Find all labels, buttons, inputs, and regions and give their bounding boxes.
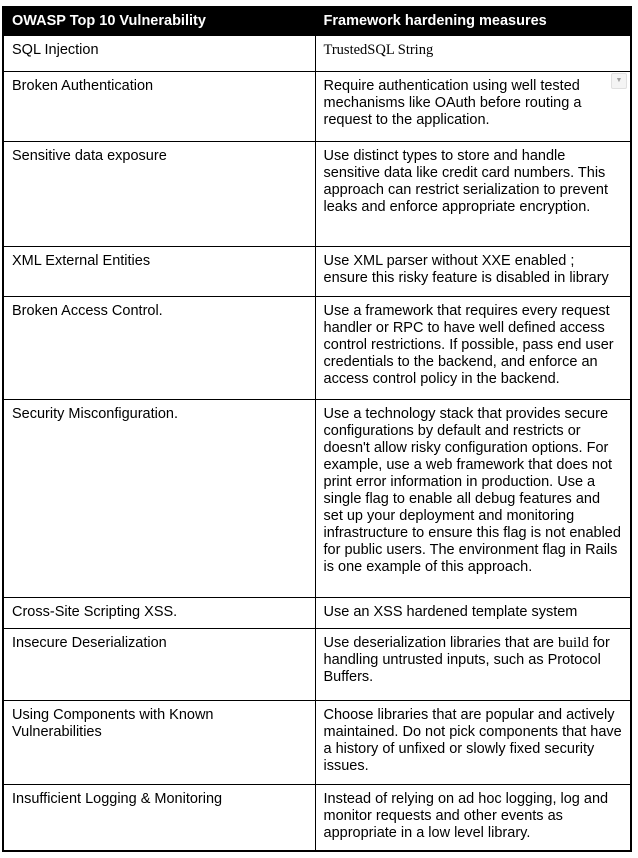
measure-cell: Use a technology stack that provides secure configurations by default and restricts or doesn't allow risky configuration options. For example, use a web framework that does not print error information in production. Use a single flag to enable all debug features and set up your deployment and monitoring infrastructure to ensure this flag is not enabled for public users. The environment flag in Rails is one example of this approach. [315,399,631,597]
measure-cell: Use an XSS hardened template system [315,597,631,628]
table-row [3,141,631,246]
table-row [3,296,631,399]
measure-cell: Instead of relying on ad hoc logging, log and monitor requests and other events as appropriate in a low level library. [315,784,631,851]
measure-text: Require authentication using well tested mechanisms like OAuth before routing a request to the application. [323,77,582,128]
chevron-down-icon: ▼ [615,77,623,84]
measure-cell: Use distinct types to store and handle sensitive data like credit card numbers. This approach can restrict serialization to prevent leaks and enforce appropriate encryption. [315,141,631,246]
measure-cell [315,628,631,700]
vulnerability-cell: Cross-Site Scripting XSS. [3,597,315,628]
measure-text: Use deserialization libraries that are [323,634,559,651]
comment-dropdown-icon[interactable] [611,73,627,89]
vulnerability-cell: Sensitive data exposure [3,141,315,246]
vulnerability-cell: Broken Access Control. [3,296,315,399]
vulnerability-cell: Broken Authentication [3,71,315,141]
measure-text: for handling untrusted inputs, such as Protocol Buffers. [323,634,610,685]
table-row [3,628,631,700]
table-row [3,784,631,851]
table-row [3,35,631,71]
vulnerability-cell: Insecure Deserialization [3,628,315,700]
owasp-hardening-table [2,6,632,852]
vulnerability-cell: Insufficient Logging & Monitoring [3,784,315,851]
measure-cell: Choose libraries that are popular and actively maintained. Do not pick components that have a history of unfixed or slowly fixed security issues. [315,700,631,784]
vulnerability-cell: XML External Entities [3,246,315,296]
vulnerability-cell: Security Misconfiguration. [3,399,315,597]
table-header-row [3,7,631,35]
table-row [3,246,631,296]
vulnerability-cell: SQL Injection [3,35,315,71]
measure-cell [315,71,631,141]
measure-cell: Use XML parser without XXE enabled ; ensure this risky feature is disabled in library [315,246,631,296]
table-row [3,399,631,597]
table-row [3,597,631,628]
table-row [3,700,631,784]
header-vulnerability-column: OWASP Top 10 Vulnerability [3,7,315,35]
table-row [3,71,631,141]
vulnerability-cell: Using Components with Known Vulnerabilities [3,700,315,784]
measure-cell: TrustedSQL String [315,35,631,71]
measure-text-serif: build [558,634,589,651]
header-measures-column: Framework hardening measures [315,7,631,35]
measure-cell: Use a framework that requires every request handler or RPC to have well defined access control restrictions. If possible, pass end user credentials to the backend, and enforce an access control policy in the backend. [315,296,631,399]
